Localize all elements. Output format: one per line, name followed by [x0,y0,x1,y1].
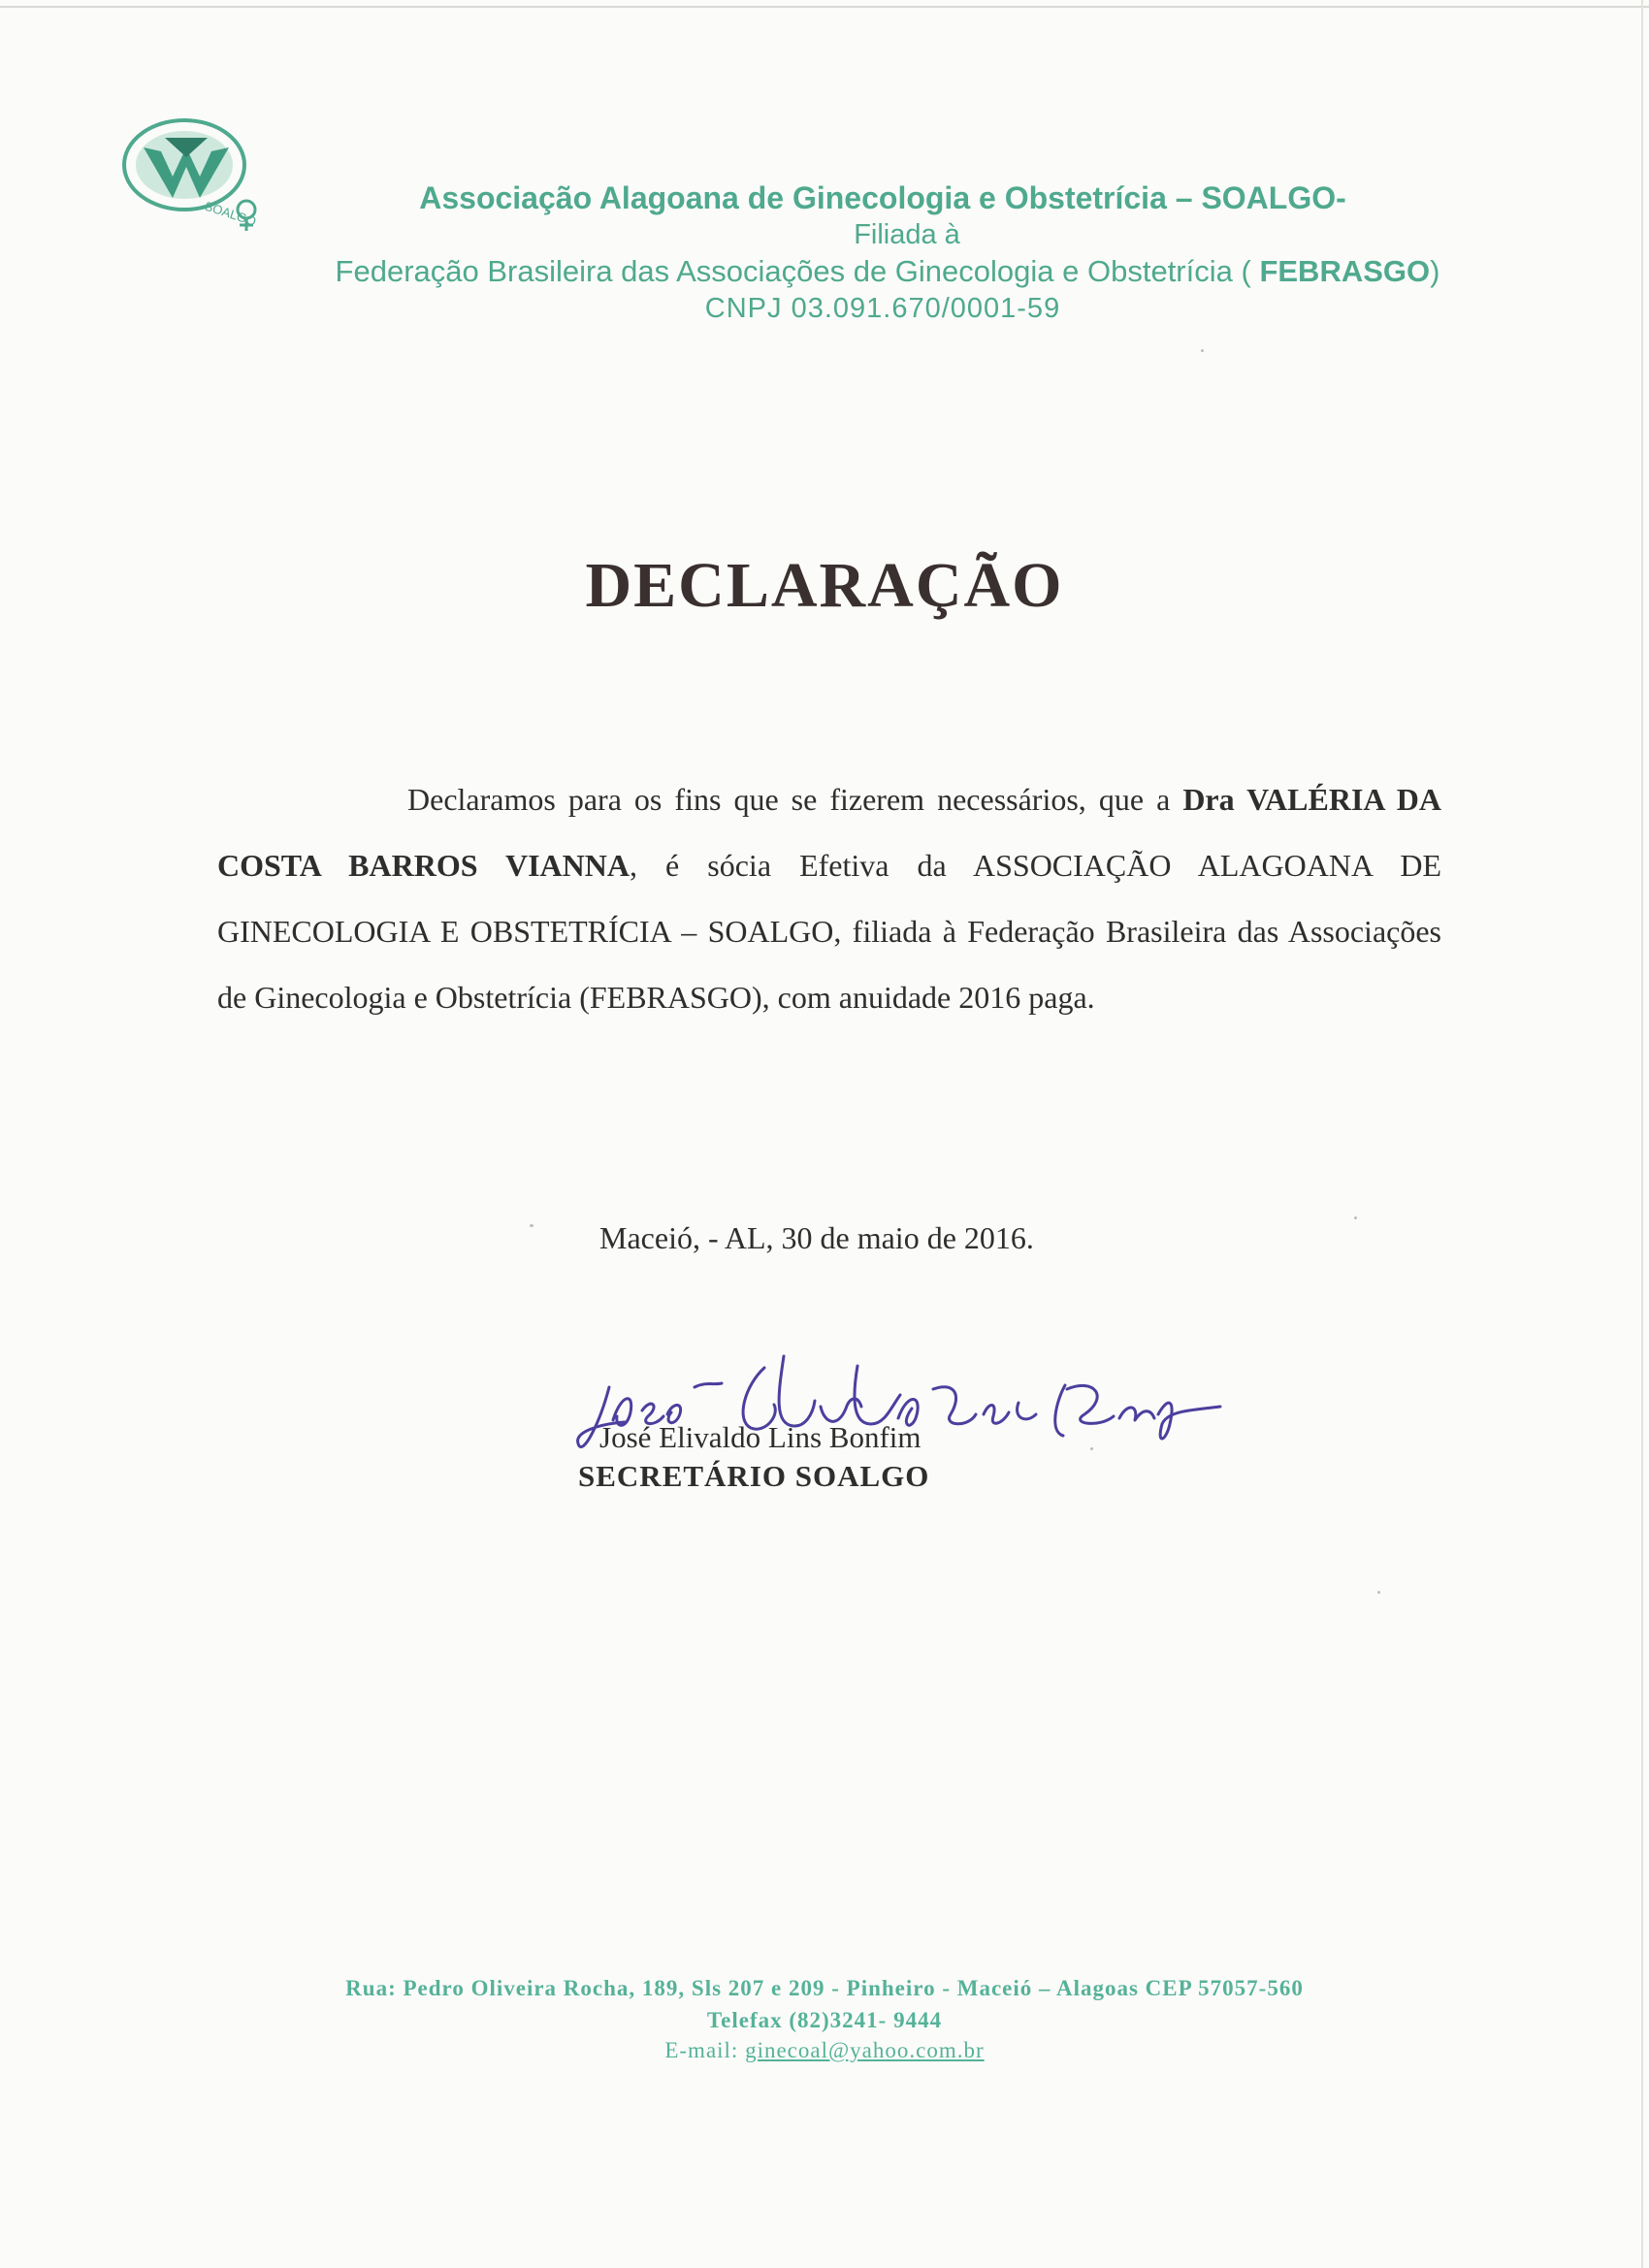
logo-text: SOALGO [203,198,258,229]
date-line: Maceió, - AL, 30 de maio de 2016. [599,1220,1034,1255]
footer-address: Rua: Pedro Oliveira Rocha, 189, Sls 207 e 209 - Pinheiro - Maceió – Alagoas CEP 57057-560 [345,1976,1304,2000]
association-name: Associação Alagoana de Ginecologia e Obstetrícia – SOALGO- [419,180,1346,215]
document-title: DECLARAÇÃO [585,550,1064,621]
declaration-body [217,766,1441,1030]
footer-email-link[interactable]: ginecoal@yahoo.com.br [745,2038,985,2062]
scan-speck [530,1224,534,1227]
footer-email-label: E-mail: [664,2038,746,2062]
scan-speck [1377,1591,1380,1594]
footer-phone: Telefax (82)3241- 9444 [706,2008,943,2032]
cnpj: CNPJ 03.091.670/0001-59 [704,293,1061,324]
federation-close: ) [1430,254,1440,288]
affiliated-label: Filiada à [854,219,960,250]
federation-acronym: FEBRASGO [1259,254,1431,288]
doctor-name: Dra VALÉRIA DA COSTA BARROS VIANNA [217,782,1442,883]
scan-speck [1201,349,1204,352]
scan-speck [1090,1447,1093,1450]
scan-speck [1354,1216,1357,1219]
body-intro: Declaramos para os fins que se fizerem necessários, que a [407,782,1183,817]
federation-line [0,254,1649,289]
footer-email-line [0,2038,1649,2063]
federation-name: Federação Brasileira das Associações de Ginecologia e Obstetrícia ( [335,254,1251,288]
scan-edge-right [1641,0,1643,2268]
scan-edge-top [0,6,1649,8]
body-rest: , é sócia Efetiva da ASSOCIAÇÃO ALAGOANA DE GINECOLOGIA E OBSTETRÍCIA – SOALGO, filiada à Federação Brasileira das Associações de Ginecologia e Obstetrícia (FEBRASGO), com anuidade 2016 paga. [217,848,1442,1015]
signer-name: José Elivaldo Lins Bonfim [599,1420,922,1454]
signer-role: SECRETÁRIO SOALGO [578,1459,930,1493]
